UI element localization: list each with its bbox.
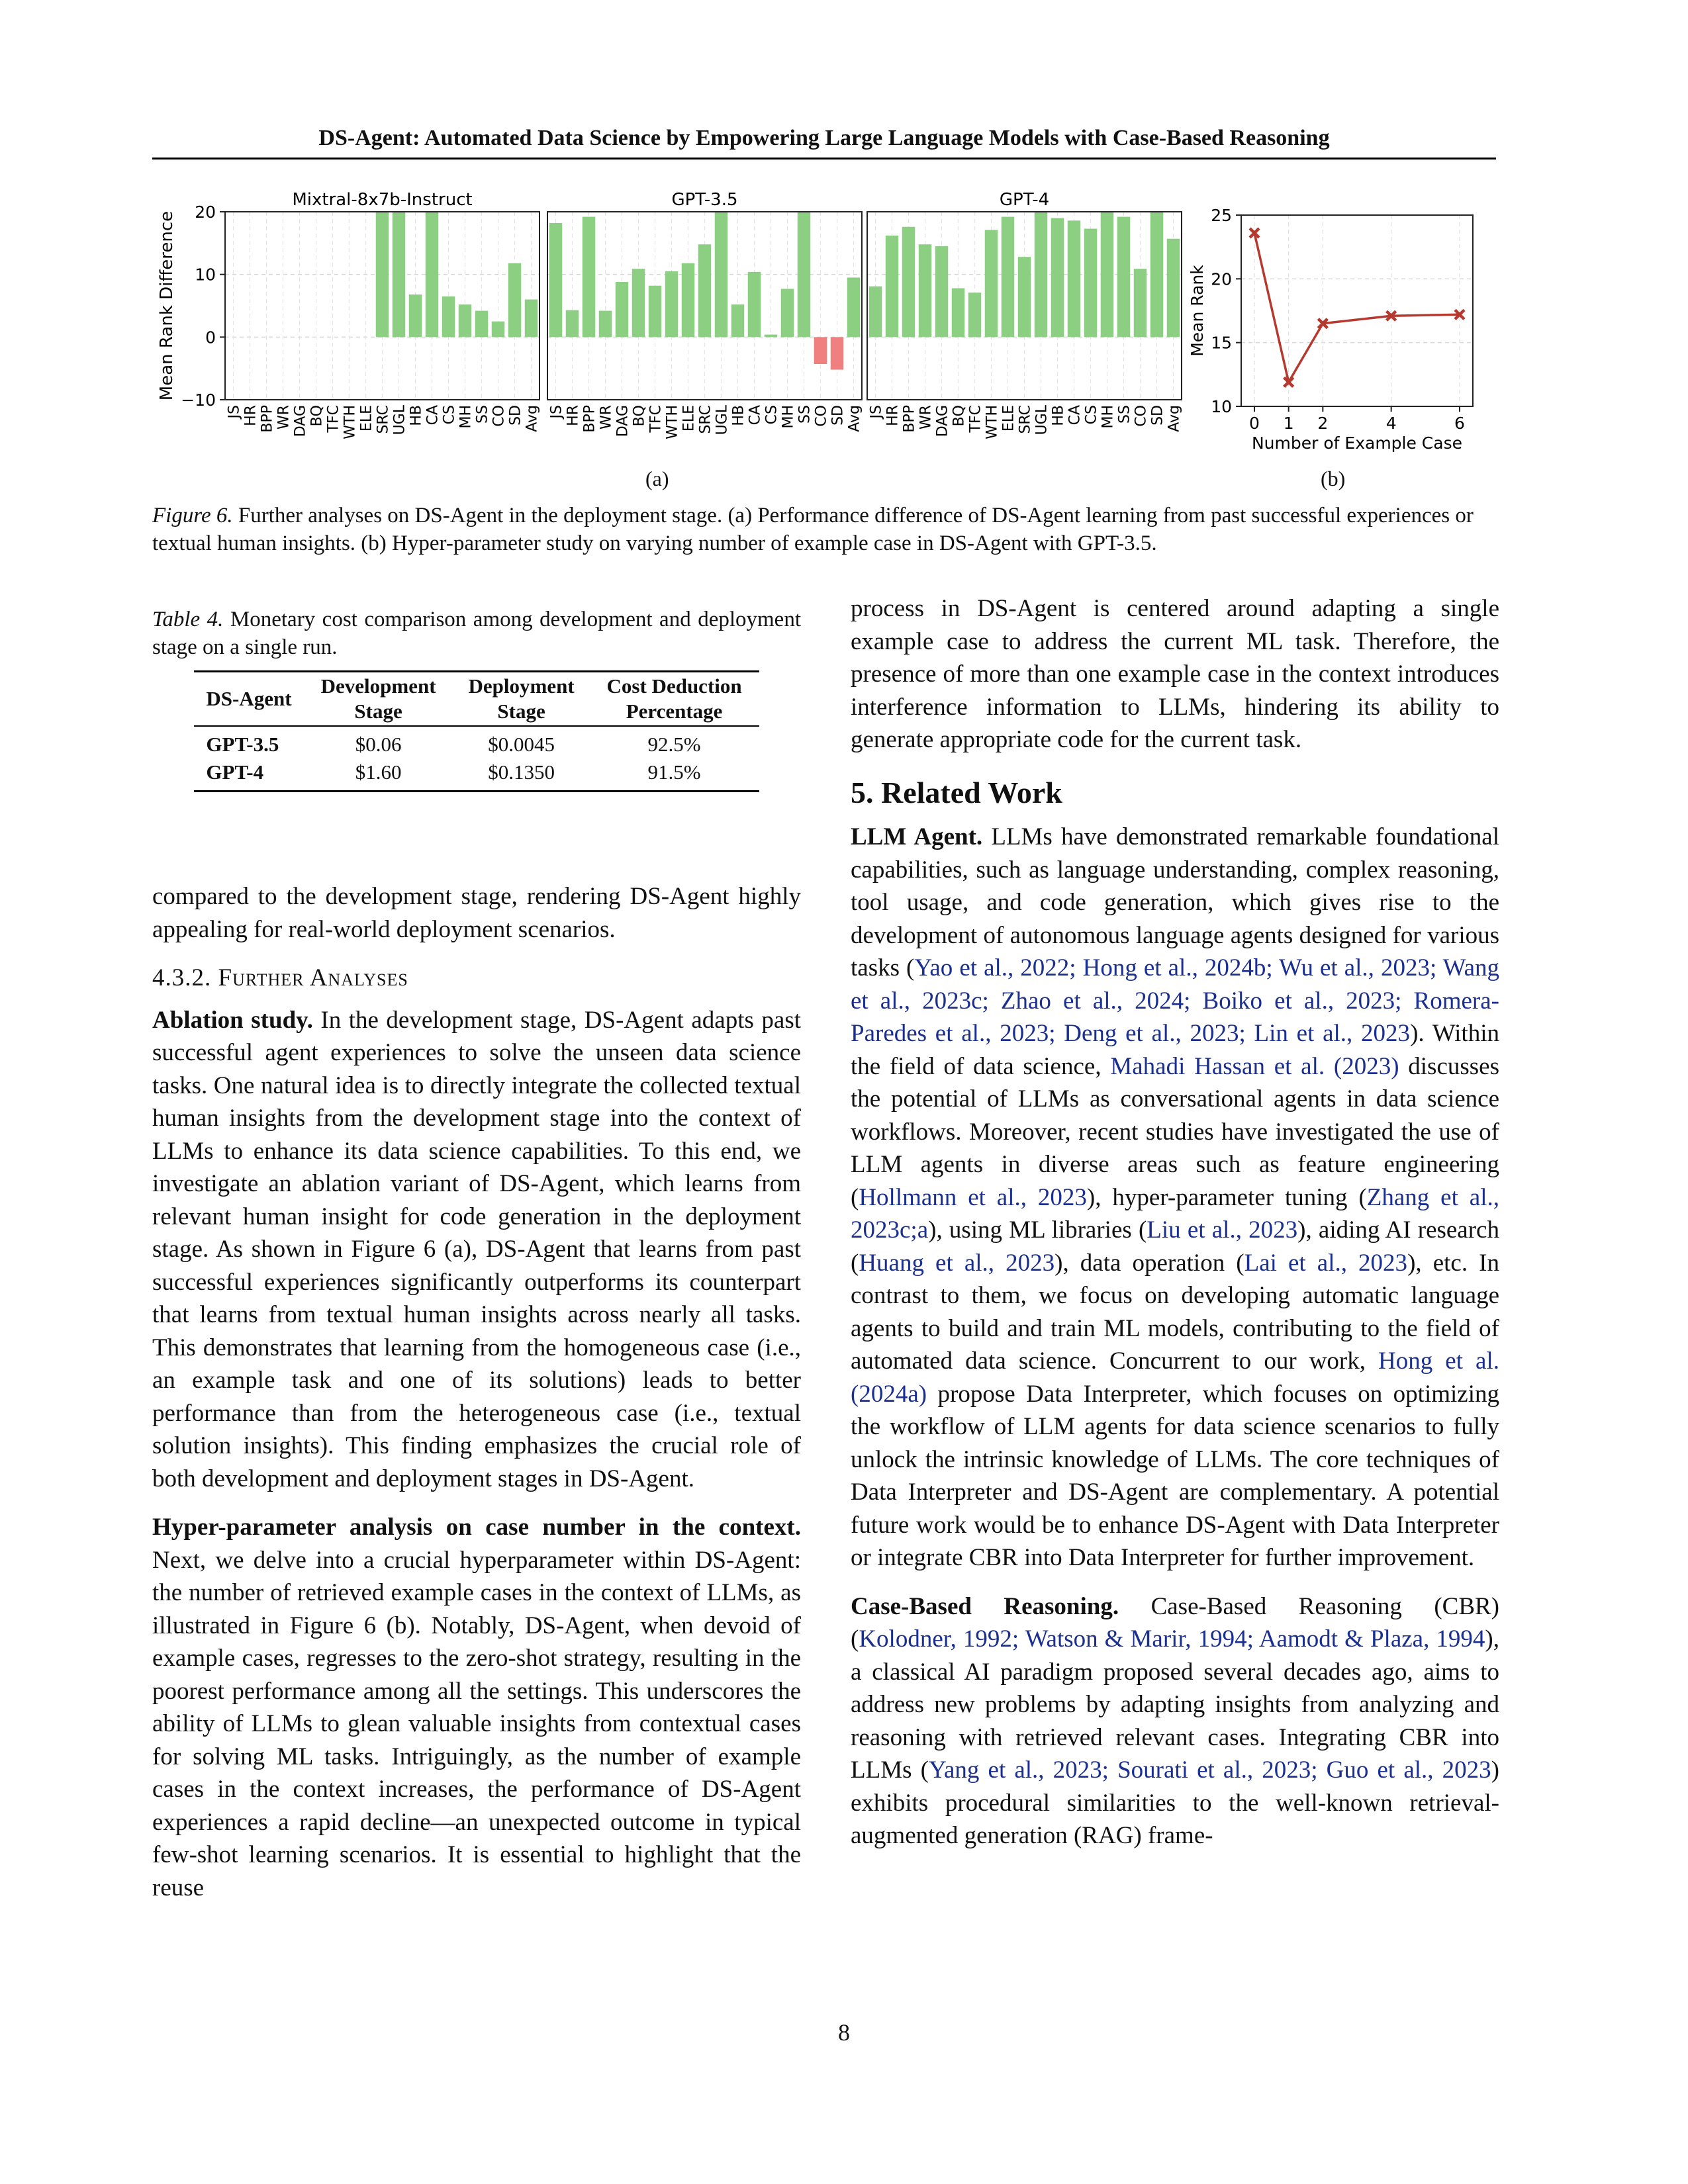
paragraph-body: In the development stage, DS-Agent adapts past successful agent experiences to solve the unseen data science tasks. One natural idea is to directly integrate the collected textual human insights from the development stage into the context of LLMs to enhance its data science capabilities. To this end, we investigate an ablation variant of DS-Agent, which learns from relevant human insight for code generation in the deployment stage. As shown in Figure 6 (a), DS-Agent that learns from past successful experiences significantly outperforms its counterpart that learns from textual human insights across nearly all tasks. This demonstrates that learning from the homogeneous case (i.e., an example task and one of its solutions) leads to better performance than from the heterogeneous case (i.e., textual solution insights). This finding emphasizes the crucial role of both development and deployment stages in DS-Agent.: [152, 1006, 801, 1492]
x-tick-label: SD: [507, 405, 524, 426]
y-axis-label: Mean Rank Difference: [157, 210, 177, 401]
bar: [985, 230, 998, 337]
x-tick-label: DAG: [292, 405, 309, 437]
x-tick-label: WR: [598, 405, 615, 430]
bar: [902, 227, 915, 338]
figure-6-chart: [152, 173, 1496, 465]
x-tick-label: CA: [1066, 405, 1084, 426]
x-tick-label: CS: [441, 405, 458, 425]
table-cell: GPT-4: [194, 758, 303, 792]
citation-link[interactable]: Yao et al., 2022; Hong et al., 2024b; Wu et al., 2023; Wang et al., 2023c; Zhao et al., 2024; Boiko et al., 2023; Romera-Paredes et al., 2023; Deng et al., 2023; Lin et al., 2023: [851, 954, 1499, 1047]
x-tick-label: BPP: [259, 405, 276, 433]
x-tick-label: 1: [1283, 414, 1294, 433]
y-tick-label: 20: [195, 203, 216, 222]
paragraph: compared to the development stage, rendering DS-Agent highly appealing for real-world deployment scenarios.: [152, 883, 801, 943]
bar: [566, 310, 579, 338]
bar: [459, 304, 472, 337]
y-tick-label: 20: [1211, 269, 1232, 289]
left-column: [152, 880, 801, 1920]
section-title: 5. Related Work: [851, 775, 1062, 809]
table-header: Development Stage: [304, 672, 453, 727]
bar: [616, 282, 629, 337]
text-span: LLMs have demonstrated remarkable foundational capabilities, such as language understanding, complex reasoning, tool usage, and code generation, which gives rise to the development of autonomous language agents designed for various tasks (: [851, 823, 1499, 981]
x-tick-label: ELE: [358, 405, 375, 432]
x-tick-label: BPP: [581, 405, 598, 433]
x-tick-label: SRC: [375, 405, 392, 434]
x-tick-label: SS: [1116, 405, 1133, 424]
x-tick-label: HR: [884, 405, 902, 426]
y-tick-label: 10: [195, 265, 216, 285]
x-tick-label: CS: [763, 405, 780, 425]
bar: [1101, 212, 1114, 337]
table-header: Cost Deduction Percentage: [590, 672, 759, 727]
table-header: Deployment Stage: [453, 672, 590, 727]
paragraph: process in DS-Agent is centered around adapting a single example case to address the current ML task. Therefore, the presence of more than one example case in the context introduces interference information to LLMs, hindering its ability to generate appropriate code for the current task.: [851, 595, 1499, 753]
citation-link[interactable]: Kolodner, 1992; Watson & Marir, 1994; Aamodt & Plaza, 1994: [859, 1625, 1485, 1653]
bar: [525, 300, 538, 338]
x-tick-label: 4: [1385, 414, 1397, 433]
bar: [665, 271, 679, 337]
plot-frame: [1241, 215, 1473, 406]
citation-link[interactable]: Yang et al., 2023; Sourati et al., 2023; Guo et al., 2023: [928, 1756, 1491, 1784]
x-tick-label: HB: [730, 405, 747, 426]
bar: [508, 263, 522, 338]
table-cell: 91.5%: [590, 758, 759, 792]
table-caption-text: Monetary cost comparison among development and deployment stage on a single run.: [152, 608, 801, 659]
bar: [583, 217, 596, 338]
bar: [748, 272, 761, 337]
x-tick-label: WTH: [984, 405, 1001, 439]
x-tick-label: HB: [408, 405, 425, 426]
bar: [814, 337, 827, 364]
x-tick-label: ELE: [1000, 405, 1017, 432]
x-tick-label: UGL: [714, 405, 731, 435]
x-tick-label: Avg: [1166, 405, 1183, 432]
bar: [1018, 257, 1031, 337]
x-tick-label: JS: [868, 405, 885, 419]
x-tick-label: CO: [813, 405, 830, 427]
citation-link[interactable]: Lai et al., 2023: [1244, 1249, 1408, 1277]
citation-link[interactable]: Hollmann et al., 2023: [859, 1183, 1087, 1211]
x-tick-label: UGL: [1033, 405, 1051, 435]
bar: [698, 244, 712, 337]
panel-title: GPT-3.5: [671, 190, 738, 210]
y-tick-label: 0: [205, 328, 216, 347]
text-span: ), etc. In contrast to them, we focus on developing automatic language agents to build and train ML models, contributing to the field of automated data science. Concurrent to our work,: [851, 1249, 1499, 1375]
figure-caption-label: Figure 6.: [152, 504, 233, 527]
x-tick-label: CS: [1083, 405, 1100, 425]
figure-caption: [152, 502, 1496, 557]
bar: [649, 286, 662, 338]
bar: [1117, 217, 1131, 338]
table-row: [194, 758, 759, 792]
x-tick-label: DAG: [934, 405, 951, 437]
x-tick-label: SD: [1149, 405, 1166, 426]
x-tick-label: JS: [548, 405, 565, 419]
text-span: ), hyper-parameter tuning (: [1086, 1183, 1367, 1211]
llm-agent-paragraph: [851, 821, 1499, 1574]
text-span: discusses the potential of LLMs as conversational agents in data science workflows. Moreover, recent studies have investigated the use of LLM agents in diverse areas such as feature engineering (: [851, 1052, 1499, 1211]
paragraph-heading: Ablation study.: [152, 1006, 313, 1034]
table-cell: 92.5%: [647, 733, 701, 756]
x-axis-label: Number of Example Case: [1251, 433, 1463, 453]
bar: [1002, 217, 1015, 338]
x-tick-label: BQ: [631, 405, 648, 427]
table-cell: $0.1350: [453, 758, 590, 792]
bar: [765, 335, 778, 338]
table-cell: $0.0045: [488, 733, 555, 756]
x-tick-label: UGL: [391, 405, 408, 435]
x-tick-label: 6: [1454, 414, 1465, 433]
x-tick-label: TFC: [325, 405, 342, 433]
text-span: ). Within the field of data science,: [851, 1020, 1499, 1080]
bar: [781, 289, 794, 337]
paragraph-heading: LLM Agent.: [851, 823, 983, 850]
cbr-paragraph: [851, 1590, 1499, 1852]
table-header: DS-Agent: [194, 672, 303, 727]
text-span: ), aiding AI research (: [851, 1216, 1499, 1277]
subsection-title: 4.3.2. Further Analyses: [152, 964, 408, 991]
subfigure-label-a: (a): [645, 467, 669, 490]
bar: [409, 295, 422, 337]
x-tick-label: CA: [424, 405, 442, 426]
bar: [393, 212, 406, 337]
x-tick-label: 2: [1317, 414, 1329, 433]
x-tick-label: CO: [491, 405, 508, 427]
subfigure-label-b: (b): [1321, 467, 1346, 490]
x-tick-label: WR: [917, 405, 935, 430]
bar: [599, 311, 612, 338]
table-4-block: [152, 606, 801, 792]
x-tick-label: JS: [226, 405, 243, 419]
table-cell: $0.06: [355, 733, 402, 756]
citation-link[interactable]: Zhang et al., 2023c;a: [851, 1183, 1499, 1244]
panel-title: GPT-4: [999, 190, 1050, 210]
x-tick-label: HR: [565, 405, 582, 426]
table-cell: GPT-3.5: [206, 733, 279, 756]
bar: [376, 212, 389, 337]
text-span: Case-Based Reasoning (CBR) (: [851, 1592, 1500, 1653]
text-span: ) exhibits procedural similarities to the well-known retrieval-augmented generation (RAG) frame-: [851, 1756, 1499, 1849]
cost-table: [194, 670, 759, 792]
paragraph-heading: Case-Based Reasoning.: [851, 1592, 1119, 1620]
hyperparam-paragraph: [152, 1511, 801, 1904]
x-tick-label: WTH: [664, 405, 681, 439]
y-axis-label: Mean Rank: [1188, 265, 1207, 357]
bar: [1167, 239, 1180, 338]
figure-6: [152, 173, 1496, 491]
x-tick-label: WTH: [342, 405, 359, 439]
bar: [919, 244, 932, 337]
bar: [632, 269, 645, 337]
bar: [442, 296, 455, 338]
x-tick-label: BQ: [308, 405, 326, 427]
x-tick-label: WR: [275, 405, 293, 430]
y-tick-label: 15: [1211, 333, 1232, 353]
text-span: ), using ML libraries (: [928, 1216, 1147, 1244]
x-tick-label: MH: [1100, 405, 1117, 429]
paragraph-heading: Hyper-parameter analysis on case number in the context.: [152, 1514, 801, 1541]
x-tick-label: Avg: [846, 405, 863, 432]
figure-caption-text: Further analyses on DS-Agent in the deployment stage. (a) Performance difference of DS-Agent learning from past successful experiences or textual human insights. (b) Hyper-parameter study on varying number of example case in DS-Agent with GPT-3.5.: [152, 504, 1474, 555]
bar: [1051, 218, 1064, 337]
bar: [426, 212, 439, 337]
x-tick-label: CO: [1133, 405, 1150, 427]
bar: [831, 337, 844, 369]
x-tick-label: BPP: [901, 405, 918, 433]
panel-title: Mixtral-8x7b-Instruct: [292, 190, 473, 210]
table-cell: $1.60: [304, 758, 453, 792]
bar: [715, 212, 728, 337]
bar: [1068, 220, 1081, 337]
citation-link[interactable]: Hong et al. (2024a): [851, 1347, 1500, 1408]
table-row: [194, 726, 759, 758]
right-column: [851, 592, 1499, 1868]
bar: [869, 287, 882, 338]
x-tick-label: 0: [1249, 414, 1260, 433]
bar: [886, 236, 899, 337]
x-tick-label: MH: [780, 405, 797, 429]
bar: [952, 288, 965, 337]
x-tick-label: SD: [829, 405, 847, 426]
bar: [682, 263, 695, 338]
bar: [1084, 229, 1098, 338]
x-tick-label: SS: [796, 405, 814, 424]
x-tick-label: DAG: [614, 405, 632, 437]
y-tick-label: −10: [181, 390, 216, 410]
text-span: propose Data Interpreter, which focuses on optimizing the workflow of LLM agents for data science scenarios to fully unlock the intrinsic knowledge of LLMs. The core techniques of Data Interpreter and DS-Agent are complementary. A potential future work would be to enhance DS-Agent with Data Interpreter or integrate CBR into Data Interpreter for further improvement.: [851, 1380, 1499, 1571]
series-line: [1254, 233, 1460, 382]
ablation-paragraph: [152, 1004, 801, 1496]
x-tick-label: TFC: [647, 405, 665, 433]
bar: [968, 293, 982, 337]
table-caption-label: Table 4.: [152, 608, 224, 631]
bar: [1035, 212, 1048, 337]
page-number: 8: [838, 2019, 850, 2046]
y-tick-label: 25: [1211, 206, 1232, 225]
x-tick-label: SRC: [1017, 405, 1034, 434]
bar: [731, 304, 745, 337]
citation-link[interactable]: Liu et al., 2023: [1147, 1216, 1298, 1244]
bar: [847, 277, 861, 337]
header-rule: [152, 158, 1496, 159]
x-tick-label: SRC: [697, 405, 714, 434]
x-tick-label: BQ: [951, 405, 968, 427]
x-tick-label: MH: [457, 405, 475, 429]
x-tick-label: CA: [747, 405, 764, 426]
x-tick-label: ELE: [680, 405, 698, 432]
bar: [492, 322, 505, 338]
x-tick-label: Avg: [524, 405, 541, 432]
bar: [1134, 269, 1147, 337]
citation-link[interactable]: Huang et al., 2023: [859, 1249, 1055, 1277]
bar: [549, 223, 563, 337]
paragraph-body: Next, we delve into a crucial hyperparameter within DS-Agent: the number of retrieved example cases in the context of LLMs, as illustrated in Figure 6 (b). Notably, DS-Agent, when devoid of example cases, regresses to the zero-shot strategy, resulting in the poorest performance among all the settings. This underscores the ability of LLMs to glean valuable insights from contextual cases for solving ML tasks. Intriguingly, as the number of example cases in the context increases, the performance of DS-Agent experiences a rapid decline—an unexpected outcome in typical few-shot learning scenarios. It is essential to highlight that the reuse: [152, 1546, 801, 1901]
bar: [475, 311, 489, 338]
text-span: ), data operation (: [1055, 1249, 1244, 1277]
bar: [798, 212, 811, 337]
x-tick-label: HR: [242, 405, 259, 426]
bar: [935, 246, 949, 337]
citation-link[interactable]: Mahadi Hassan et al. (2023): [1110, 1052, 1399, 1080]
table-caption: [152, 606, 801, 661]
running-header: DS-Agent: Automated Data Science by Empowering Large Language Models with Case-Based Reasoning: [318, 126, 1330, 150]
x-tick-label: HB: [1050, 405, 1067, 426]
bar: [1150, 212, 1164, 337]
x-tick-label: SS: [474, 405, 491, 424]
text-span: ), a classical AI paradigm proposed several decades ago, aims to address new problems by adapting insights from analyzing and reasoning with retrieved relevant cases. Integrating CBR into LLMs (: [851, 1625, 1499, 1784]
y-tick-label: 10: [1211, 397, 1232, 416]
table-header-row: [194, 672, 759, 727]
x-tick-label: TFC: [967, 405, 984, 433]
